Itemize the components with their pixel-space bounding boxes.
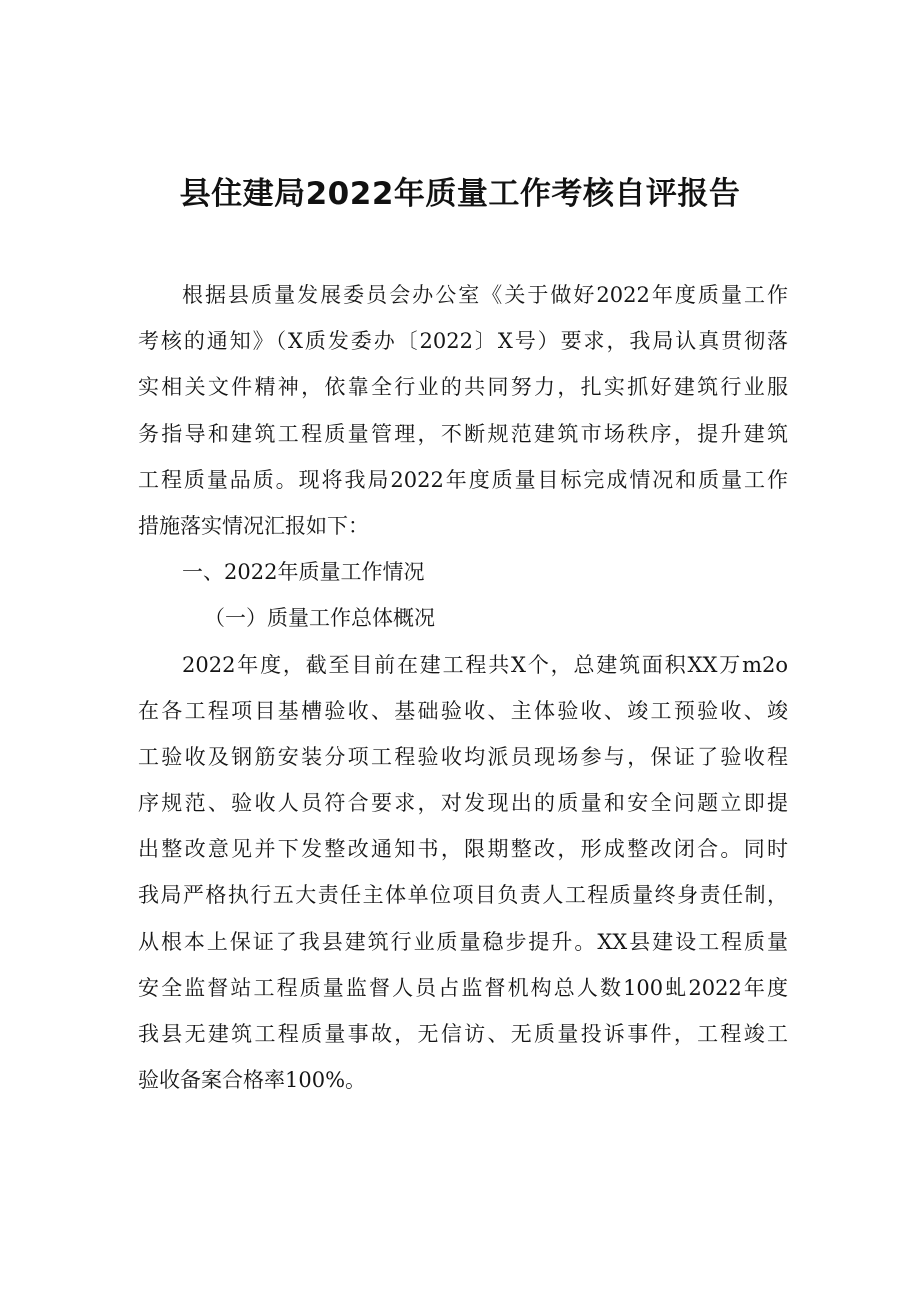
paragraph-line: 在各工程项目基槽验收、基础验收、主体验收、竣工预验收、竣 <box>138 698 788 723</box>
paragraph-line: 实相关文件精神，依靠全行业的共同努力，扎实抓好建筑行业服 <box>138 375 788 400</box>
paragraph-line: 出整改意见并下发整改通知书，限期整改，形成整改闭合。同时 <box>138 837 788 862</box>
section-heading: 一、2022年质量工作情况 <box>182 560 425 585</box>
paragraph-line: 措施落实情况汇报如下： <box>138 513 369 538</box>
paragraph-line: 从根本上保证了我县建筑行业质量稳步提升。XX县建设工程质量 <box>138 929 788 954</box>
paragraph-line: 考核的通知》（X质发委办〔2022〕X号）要求，我局认真贯彻落 <box>138 329 788 354</box>
paragraph-line: 验收备案合格率100%。 <box>138 1068 367 1093</box>
paragraph-line: 工程质量品质。现将我局2022年度质量目标完成情况和质量工作 <box>138 467 788 492</box>
paragraph-line: 我局严格执行五大责任主体单位项目负责人工程质量终身责任制， <box>138 883 788 908</box>
document-body <box>138 272 788 1103</box>
document-title: 县住建局2022年质量工作考核自评报告 <box>179 176 741 212</box>
paragraph-line: 务指导和建筑工程质量管理，不断规范建筑市场秩序，提升建筑 <box>138 421 788 446</box>
paragraph-line: 根据县质量发展委员会办公室《关于做好2022年度质量工作 <box>182 283 788 307</box>
subsection-heading: （一）质量工作总体概况 <box>204 606 435 631</box>
paragraph-line: 2022年度，截至目前在建工程共X个，总建筑面积XX万m2o <box>182 652 788 677</box>
paragraph-line: 安全监督站工程质量监督人员占监督机构总人数100虬2022年度 <box>138 975 788 1000</box>
paragraph-line: 工验收及钢筋安装分项工程验收均派员现场参与，保证了验收程 <box>138 744 788 769</box>
paragraph-line: 序规范、验收人员符合要求，对发现出的质量和安全问题立即提 <box>138 791 788 816</box>
paragraph-line: 我县无建筑工程质量事故，无信访、无质量投诉事件，工程竣工 <box>138 1022 788 1046</box>
